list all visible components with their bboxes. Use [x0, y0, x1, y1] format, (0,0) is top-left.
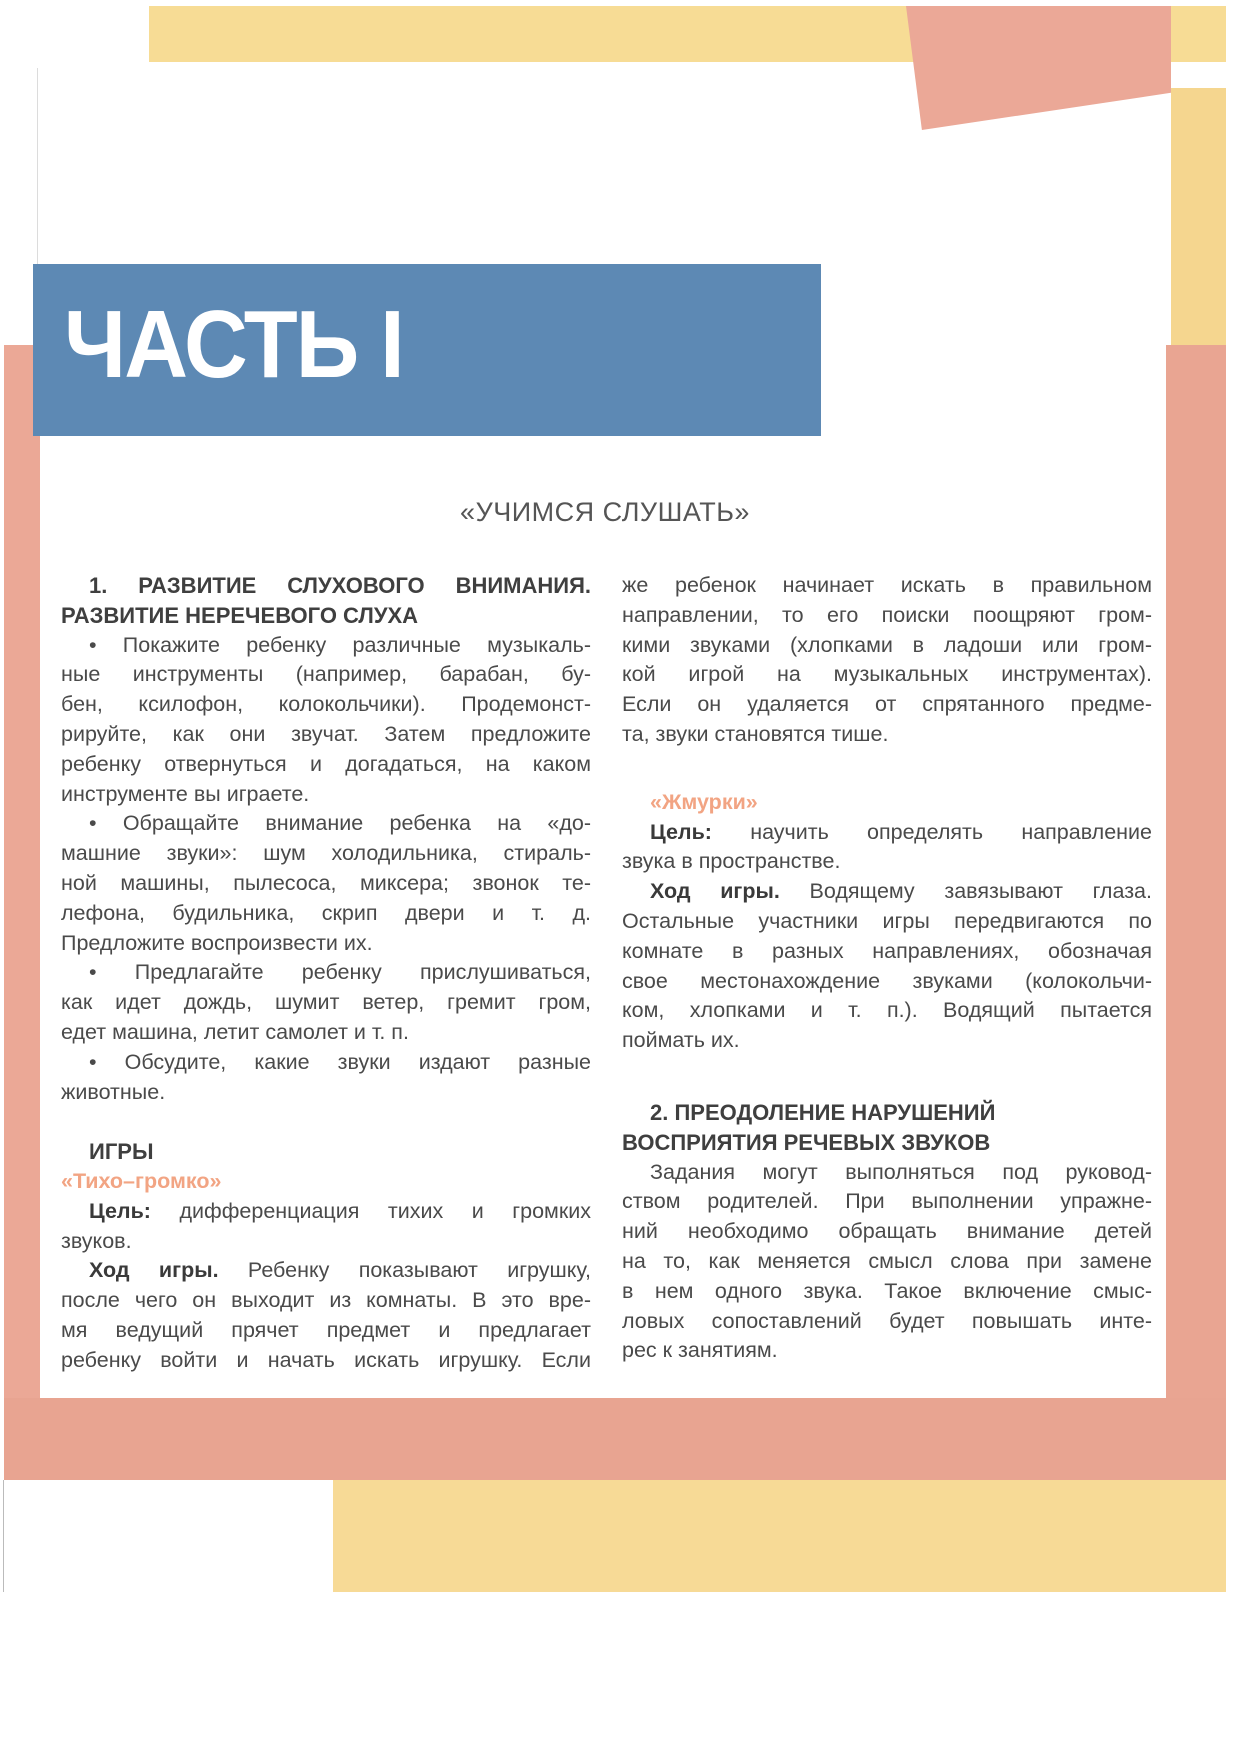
text-line: Если он удаляется от спрятанного предме- — [622, 692, 1152, 717]
game-course: Ход игры. Водящему завязывают глаза. — [650, 879, 1152, 904]
game-course-continued — [622, 571, 1152, 750]
text-line: свое местонахождение звуками (колокольчи- — [622, 968, 1152, 993]
section-title: «УЧИМСЯ СЛУШАТЬ» — [460, 497, 750, 527]
game-course: Ход игры. Ребенку показывают игрушку, — [89, 1258, 591, 1283]
decor-yellow-strip-right — [1171, 88, 1226, 348]
text-line: ний необходимо обращать внимание детей — [622, 1219, 1152, 1244]
text-line: ной машины, пылесоса, миксера; звонок те- — [61, 870, 591, 895]
game-title: «Жмурки» — [650, 789, 758, 814]
game-goal: Цель: научить определять направление — [650, 819, 1152, 844]
goal-label: Цель: — [89, 1198, 151, 1223]
game-title: «Тихо–громко» — [61, 1168, 222, 1193]
goal-label: Цель: — [650, 819, 712, 844]
text-line: же ребенок начинает искать в правильном — [622, 573, 1152, 597]
game-goal-cont: звука в пространстве. — [622, 849, 841, 874]
text-line: направлении, то его поиски поощряют гром- — [622, 602, 1152, 627]
text-line: ребенку отвернуться и догадаться, на каком — [61, 751, 591, 776]
text-line: ребенку войти и начать искать игрушку. Если — [61, 1347, 591, 1372]
text-line: на то, как меняется смысл слова при замене — [622, 1248, 1152, 1273]
part-title: ЧАСТЬ I — [64, 291, 403, 398]
course-label: Ход игры. — [650, 879, 780, 904]
text-line: машние звуки»: шум холодильника, стираль- — [61, 841, 591, 866]
text-line: ством родителей. При выполнении упражне- — [622, 1189, 1152, 1214]
text-line: ком, хлопками и т. п.). Водящий пытается — [622, 998, 1152, 1023]
text-line: как идет дождь, шумит ветер, гремит гром, — [61, 990, 591, 1015]
decor-yellow-band-bottom — [333, 1480, 1226, 1592]
text-line: лефона, будильника, скрип двери и т. д. — [61, 900, 591, 925]
section-heading: ВОСПРИЯТИЯ РЕЧЕВЫХ ЗВУКОВ — [622, 1129, 991, 1155]
text-line: мя ведущий прячет предмет и предлагает — [61, 1317, 591, 1342]
text-line: • Покажите ребенку различные музыкаль- — [89, 632, 591, 657]
text-line: та, звуки становятся тише. — [622, 721, 889, 746]
text-line: животные. — [61, 1079, 166, 1104]
text-line: • Обращайте внимание ребенка на «до- — [89, 811, 591, 836]
text-line: комнате в разных направлениях, обозначая — [622, 938, 1152, 963]
section-heading: РАЗВИТИЕ НЕРЕЧЕВОГО СЛУХА — [61, 602, 419, 628]
course-label: Ход игры. — [89, 1258, 219, 1283]
column-right — [622, 571, 1152, 1366]
games-heading: ИГРЫ — [89, 1139, 154, 1165]
text-line: в нем одного звука. Такое включение смыс- — [622, 1278, 1152, 1303]
game-course-text — [622, 907, 1152, 1056]
text-line: инструменте вы играете. — [61, 781, 310, 806]
game-goal-cont: звуков. — [61, 1228, 132, 1253]
decor-pink-tab-top — [906, 6, 1171, 130]
game-goal: Цель: дифференциация тихих и громких — [89, 1198, 591, 1223]
text-line: бен, ксилофон, колокольчики). Продемонст- — [61, 692, 591, 717]
column-left — [61, 571, 591, 1376]
divider — [3, 1480, 4, 1592]
decor-pink-band-bottom — [4, 1398, 1226, 1480]
text-line: • Предлагайте ребенку прислушиваться, — [89, 960, 591, 985]
section-heading: 2. ПРЕОДОЛЕНИЕ НАРУШЕНИЙ — [650, 1099, 996, 1125]
section-heading: 1. РАЗВИТИЕ СЛУХОВОГО ВНИМАНИЯ. — [89, 573, 591, 598]
text-line: • Обсудите, какие звуки издают разные — [89, 1049, 591, 1074]
text-line: Остальные участники игры передвигаются по — [622, 908, 1152, 933]
text-line: Предложите воспроизвести их. — [61, 930, 373, 955]
text-line: кой игрой на музыкальных инструментах). — [622, 662, 1152, 687]
text-line: Задания могут выполняться под руковод- — [650, 1159, 1152, 1184]
text-line: после чего он выходит из комнаты. В это вре- — [61, 1288, 591, 1313]
text-line: рес к занятиям. — [622, 1338, 778, 1363]
section-text — [622, 1158, 1152, 1367]
text-line: рируйте, как они звучат. Затем предложите — [61, 721, 591, 746]
text-line: поймать их. — [622, 1028, 740, 1053]
text-line: ные инструменты (например, барабан, бу- — [61, 662, 591, 687]
text-line: ловых сопоставлений будет повышать инте- — [622, 1308, 1152, 1333]
text-line: едет машина, летит самолет и т. п. — [61, 1019, 409, 1044]
text-line: кими звуками (хлопками в ладоши или гром- — [622, 632, 1152, 657]
bullet-list — [61, 631, 591, 1108]
